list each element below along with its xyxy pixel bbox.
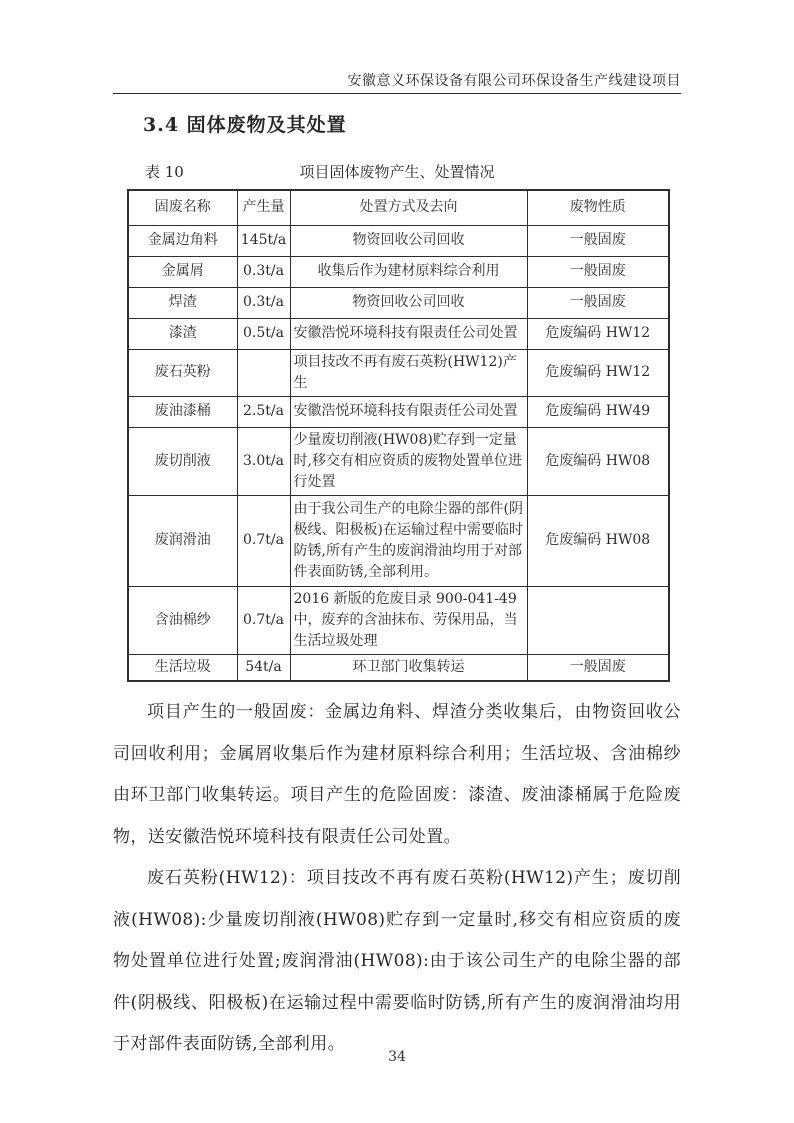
cell-nature: 危废编码 HW08: [527, 427, 669, 495]
cell-disposal: 安徽浩悦环境科技有限责任公司处置: [290, 396, 527, 427]
cell-nature: 一般固废: [527, 287, 669, 318]
cell-amount: 54t/a: [237, 654, 290, 681]
cell-disposal: 由于我公司生产的电除尘器的部件(阴极线、阳极板)在运输过程中需要临时防锈,所有产生的废润滑油均用于对部件表面防锈,全部利用。: [290, 495, 527, 586]
cell-nature: 危废编码 HW12: [527, 349, 669, 396]
page-number: 34: [388, 1049, 406, 1065]
cell-amount: 145t/a: [237, 225, 290, 256]
cell-amount: 0.7t/a: [237, 495, 290, 586]
cell-amount: 2.5t/a: [237, 396, 290, 427]
running-header: 安徽意义环保设备有限公司环保设备生产线建设项目: [113, 0, 681, 94]
section-title: 3.4 固体废物及其处置: [143, 114, 347, 136]
cell-amount: [237, 349, 290, 396]
header-row: [128, 190, 669, 225]
table-caption-row: [113, 161, 681, 183]
cell-amount: 0.5t/a: [237, 318, 290, 349]
table-row: [128, 586, 669, 654]
body-paragraph: 项目产生的一般固废：金属边角料、焊渣分类收集后，由物资回收公司回收利用；金属屑收集后作为建材原料综合利用；生活垃圾、含油棉纱由环卫部门收集转运。项目产生的危险固废：漆渣、废油漆桶属于危险废物，送安徽浩悦环境科技有限责任公司处置。: [113, 702, 681, 847]
cell-disposal: 项目技改不再有废石英粉(HW12)产生: [290, 349, 527, 396]
table-row: [128, 225, 669, 256]
column-header-nature: 废物性质: [527, 190, 669, 225]
body-paragraph: 废石英粉(HW12)：项目技改不再有废石英粉(HW12)产生；废切削液(HW08):少量废切削液(HW08)贮存到一定量时,移交有相应资质的废物处置单位进行处置;废润滑油(HW08):由于该公司生产的电除尘器的部件(阴极线、阳极板)在运输过程中需要临时防锈,所有产生的废润滑油均用于对部件表面防锈,全部利用。: [113, 868, 681, 1054]
cell-waste-name: 生活垃圾: [128, 654, 237, 681]
waste-disposal-table: [127, 189, 670, 682]
cell-waste-name: 含油棉纱: [128, 586, 237, 654]
cell-amount: 0.7t/a: [237, 586, 290, 654]
column-header-amount: 产生量: [237, 190, 290, 225]
cell-disposal: 2016 新版的危废目录 900-041-49 中，废弃的含油抹布、劳保用品，当生活垃圾处理: [290, 586, 527, 654]
body-text: [113, 692, 681, 1066]
table-number-label: 表 10: [145, 163, 184, 181]
cell-waste-name: 漆渣: [128, 318, 237, 349]
table-row: [128, 349, 669, 396]
cell-nature: 一般固废: [527, 225, 669, 256]
column-header-disposal: 处置方式及去向: [290, 190, 527, 225]
cell-amount: 3.0t/a: [237, 427, 290, 495]
table-row: [128, 256, 669, 287]
cell-waste-name: 废润滑油: [128, 495, 237, 586]
cell-nature: 危废编码 HW12: [527, 318, 669, 349]
cell-disposal: 收集后作为建材原料综合利用: [290, 256, 527, 287]
column-header-waste-name: 固废名称: [128, 190, 237, 225]
cell-disposal: 安徽浩悦环境科技有限责任公司处置: [290, 318, 527, 349]
cell-nature: [527, 586, 669, 654]
cell-disposal: 物资回收公司回收: [290, 225, 527, 256]
table-row: [128, 318, 669, 349]
cell-disposal: 物资回收公司回收: [290, 287, 527, 318]
cell-nature: 一般固废: [527, 256, 669, 287]
cell-disposal: 环卫部门收集转运: [290, 654, 527, 681]
table-row: [128, 654, 669, 681]
table-row: [128, 287, 669, 318]
table-caption: 项目固体废物产生、处置情况: [299, 163, 495, 181]
table-header: [128, 190, 669, 225]
page-content: [113, 0, 681, 1066]
waste-table-body: [128, 225, 669, 681]
cell-waste-name: 金属边角料: [128, 225, 237, 256]
cell-waste-name: 金属屑: [128, 256, 237, 287]
cell-waste-name: 废石英粉: [128, 349, 237, 396]
cell-nature: 危废编码 HW08: [527, 495, 669, 586]
cell-amount: 0.3t/a: [237, 287, 290, 318]
cell-waste-name: 焊渣: [128, 287, 237, 318]
table-row: [128, 495, 669, 586]
cell-nature: 危废编码 HW49: [527, 396, 669, 427]
table-row: [128, 427, 669, 495]
cell-waste-name: 废切削液: [128, 427, 237, 495]
cell-waste-name: 废油漆桶: [128, 396, 237, 427]
cell-amount: 0.3t/a: [237, 256, 290, 287]
cell-disposal: 少量废切削液(HW08)贮存到一定量时,移交有相应资质的废物处置单位进行处置: [290, 427, 527, 495]
cell-nature: 一般固废: [527, 654, 669, 681]
table-row: [128, 396, 669, 427]
